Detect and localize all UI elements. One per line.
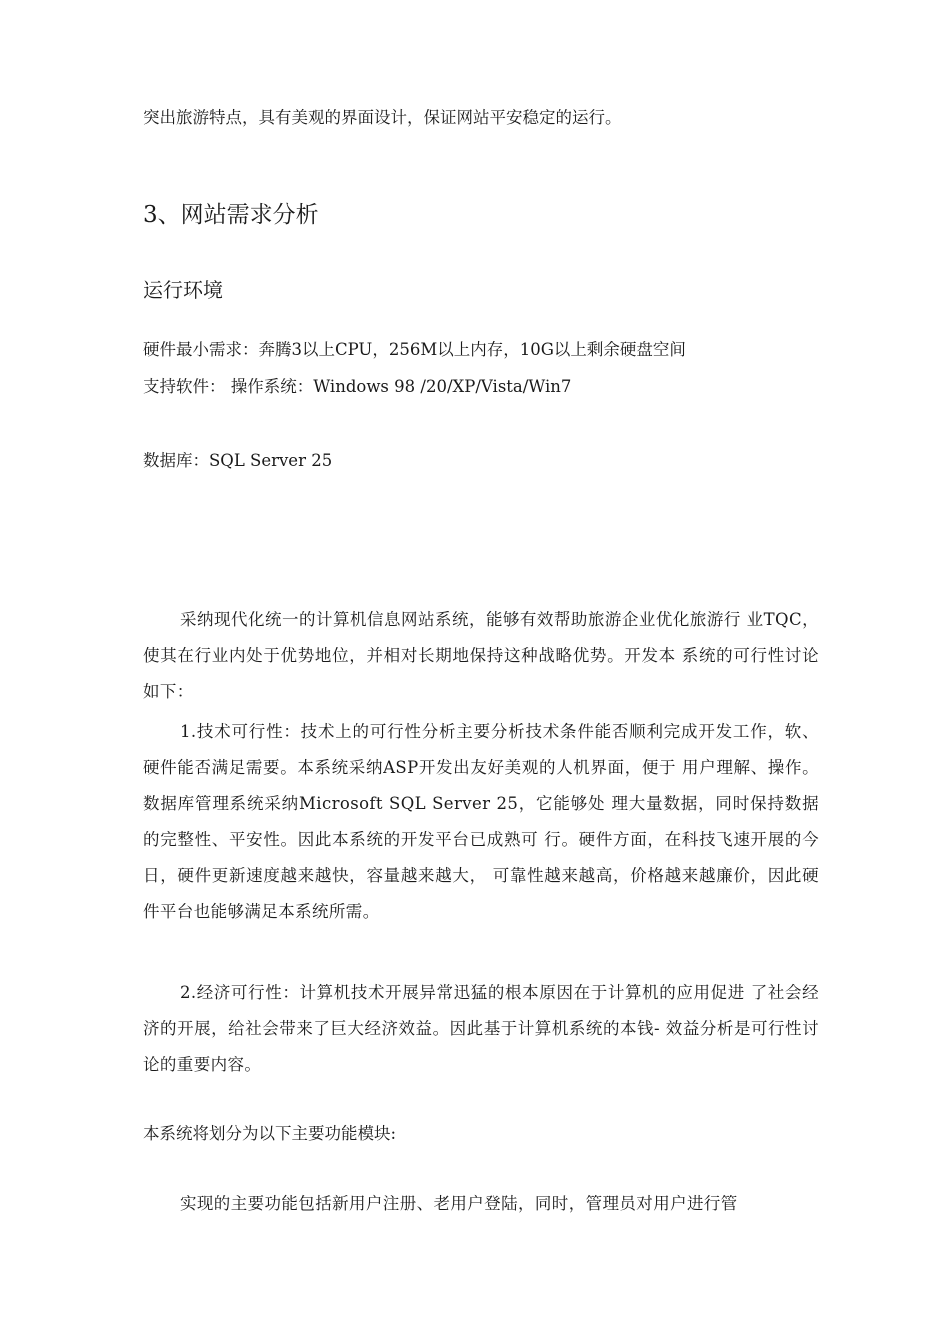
- economic-feasibility-paragraph: 2.经济可行性：计算机技术开展异常迅猛的根本原因在于计算机的应用促进 了社会经济的开展，给社会带来了巨大经济效益。因此基于计算机系统的本钱- 效益分析是可行性讨论的重要内容。: [143, 983, 819, 1074]
- section-heading: 3、网站需求分析: [143, 202, 319, 228]
- intro-line: 突出旅游特点，具有美观的界面设计，保证网站平安稳定的运行。: [143, 108, 622, 127]
- subheading-runtime-environment: 运行环境: [143, 278, 223, 302]
- modules-line: 本系统将划分为以下主要功能模块:: [143, 1124, 397, 1143]
- technical-feasibility-paragraph: 1.技术可行性：技术上的可行性分析主要分析技术条件能否顺利完成开发工作，软、硬件能否满足需要。本系统采纳ASP开发出友好美观的人机界面，便于 用户理解、操作。数据库管理系统采纳Microsoft SQL Server 25，它能够处 理大量数据，同时保持数据的完整性、平安性。因此本系统的开发平台已成熟可 行。硬件方面，在科技飞速开展的今日，硬件更新速度越来越快，容量越来越大， 可靠性越来越高，价格越来越廉价，因此硬件平台也能够满足本系统所需。: [143, 722, 819, 921]
- feasibility-intro-paragraph: 采纳现代化统一的计算机信息网站系统，能够有效帮助旅游企业优化旅游行 业TQC，使其在行业内处于优势地位，并相对长期地保持这种战略优势。开发本 系统的可行性讨论如下：: [143, 610, 819, 701]
- modules-paragraph: 实现的主要功能包括新用户注册、老用户登陆，同时，管理员对用户进行管: [180, 1194, 738, 1213]
- software-support-line: 支持软件： 操作系统：Windows 98 /20/XP/Vista/Win7: [143, 377, 572, 396]
- hardware-requirements-line: 硬件最小需求：奔腾3以上CPU，256M以上内存，10G以上剩余硬盘空间: [143, 340, 686, 359]
- database-line: 数据库：SQL Server 25: [143, 451, 333, 470]
